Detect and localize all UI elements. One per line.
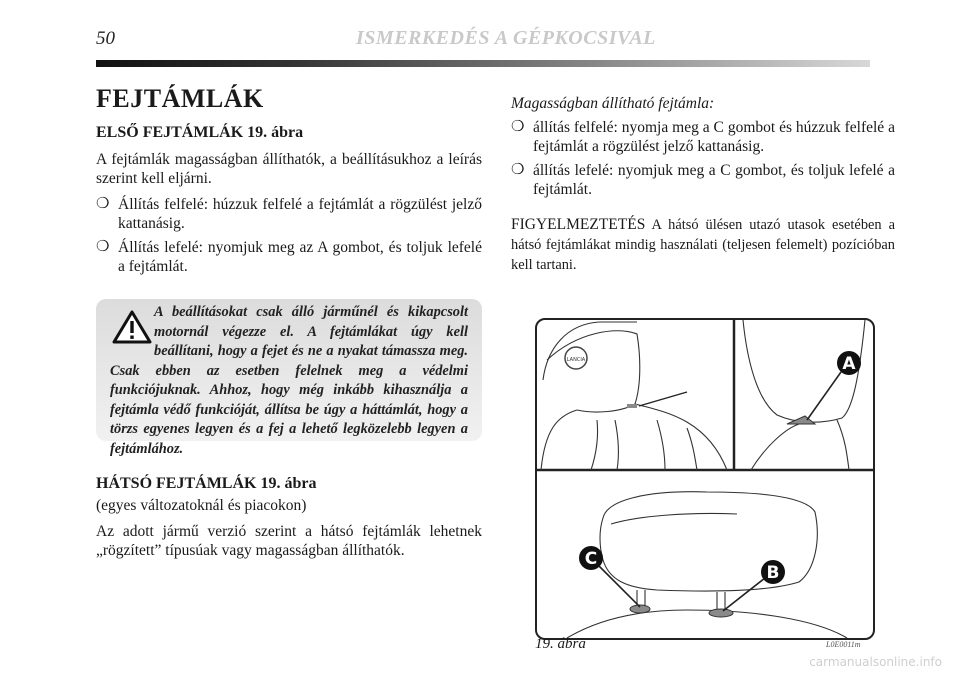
figure-caption: 19. ábra (535, 636, 586, 652)
front-bullet-up (96, 195, 482, 233)
front-bullet-up-text: Állítás felfelé: húzzuk felfelé a fejtámlát a rögzülést jelző kattanásig. (118, 196, 482, 232)
lancia-logo-text: LANCIA (566, 357, 586, 363)
bullet-icon: ❍ (511, 119, 525, 135)
headrest-illustration (537, 320, 873, 638)
rear-subheading: (egyes változatoknál és piacokon) (96, 497, 307, 514)
front-headrest-heading: ELSŐ FEJTÁMLÁK 19. ábra (96, 124, 304, 141)
rear-bullet-down-text: állítás lefelé: nyomjuk meg a C gombot, és toljuk lefelé a fejtámlát. (533, 162, 895, 198)
button-b-icon (709, 609, 733, 617)
front-bullet-down (96, 238, 482, 276)
rear-headrest-heading: HÁTSÓ FEJTÁMLÁK 19. ábra (96, 475, 317, 492)
rear-headrest-drawing (567, 492, 847, 638)
warning-box (96, 299, 482, 457)
figure-code: L0E0011m (826, 640, 861, 649)
bullet-icon: ❍ (96, 239, 110, 255)
label-a: A (842, 354, 856, 374)
bullet-icon: ❍ (96, 196, 110, 212)
rear-warning-paragraph (511, 215, 895, 275)
warning-body: A hátsó ülésen utazó utasok esetében a hátsó fejtámlákat mindig használati (teljesen felemelt) pozícióban kell tartani. (511, 217, 895, 273)
rear-text: Az adott jármű verzió szerint a hátsó fejtámlák lehetnek „rögzített” típusúak vagy magasságban állíthatók. (96, 523, 482, 559)
headrest-figure (535, 318, 875, 640)
front-bullet-down-text: Állítás lefelé: nyomjuk meg az A gombot, és toljuk lefelé a fejtámlát. (118, 239, 482, 275)
rear-bullet-up-text: állítás felfelé: nyomja meg a C gombot és húzzuk felfelé a fejtámlát a rögzülést jelző kattanásig. (533, 119, 895, 155)
right-column (511, 94, 895, 282)
section-title: FEJTÁMLÁK (96, 84, 264, 113)
label-b: B (766, 563, 780, 583)
front-headrest-drawing (541, 322, 727, 470)
warning-text-block (110, 303, 468, 459)
adjustable-subtitle: Magasságban állítható fejtámla: (511, 95, 715, 112)
rear-bullet-up (511, 118, 895, 156)
left-column (96, 84, 482, 281)
label-c: C (584, 549, 598, 569)
front-button-a-small (627, 404, 637, 408)
bullet-icon: ❍ (511, 162, 525, 178)
page-number: 50 (96, 28, 115, 49)
warning-label: FIGYELMEZTETÉS (511, 216, 646, 233)
button-a-closeup (743, 320, 865, 470)
watermark: carmanualsonline.info (809, 655, 942, 669)
rear-section (96, 474, 482, 567)
front-intro: A fejtámlák magasságban állíthatók, a beállításukhoz a leírás szerint kell eljárni. (96, 151, 482, 187)
rear-bullet-down (511, 161, 895, 199)
running-title: ISMERKEDÉS A GÉPKOCSIVAL (356, 27, 656, 49)
warning-text: A beállításokat csak álló járműnél és kikapcsolt motornál végezze el. A fejtámlákat úgy kell beállítani, hogy a fejet és ne a nyakat támassza meg. Csak ebben az esetben felelnek meg a védelmi funkciójuknak. Ahhoz, hogy még inkább kihasználja a fejtámla védő funkcióját, állítsa be úgy a háttámlát, hogy a törzs egyenes legyen és a fej a lehető legközelebb legyen a fejtámlához. (110, 304, 468, 457)
header-rule (96, 60, 870, 67)
